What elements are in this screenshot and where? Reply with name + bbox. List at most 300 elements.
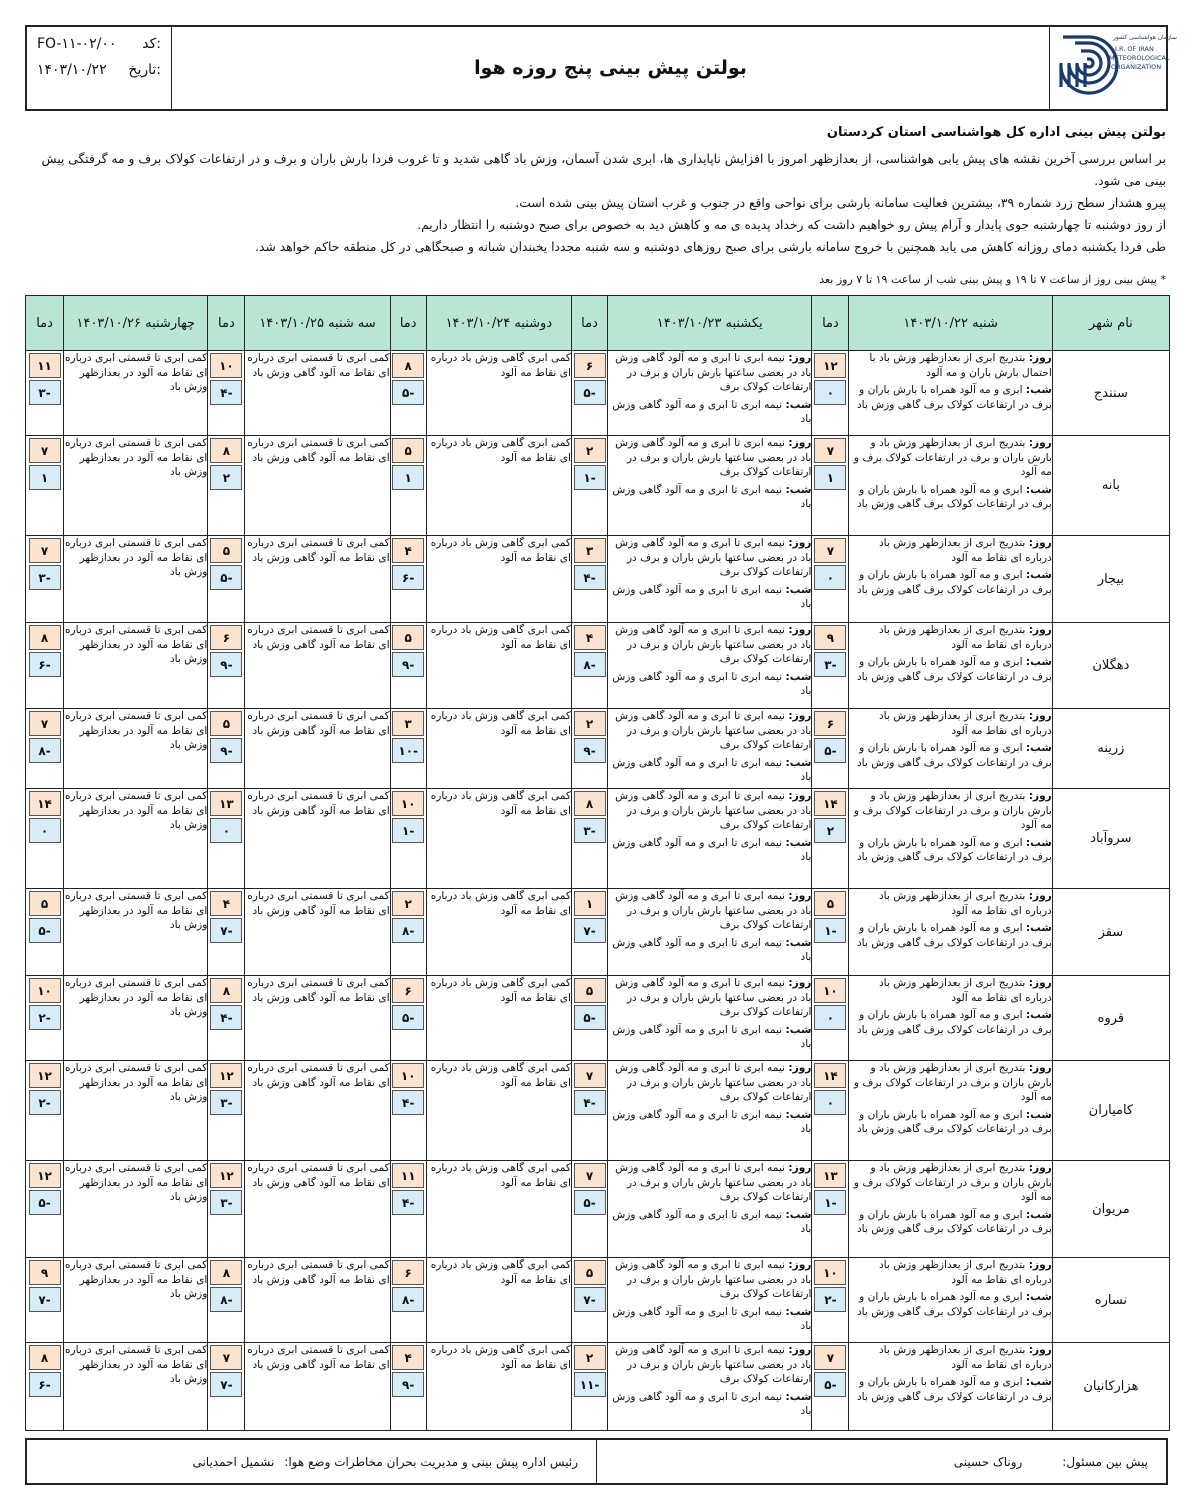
max-temperature: ۲ <box>574 438 606 463</box>
daytime-text: بتدریج ابری از بعدازظهر وزش باد و بارش باران و برف در ارتفاعات کولاک برف و مه آلود <box>853 437 1052 478</box>
logo-org-fa: سازمان هواشناسی کشور <box>1113 34 1177 41</box>
day-forecast-cell <box>849 623 1052 709</box>
day-forecast-cell: کمی ابری تا قسمتی ابری درباره ای نقاط مه آلود گاهی وزش باد <box>245 1343 390 1431</box>
day-column-header: یکشنبه ۱۴۰۳/۱۰/۲۳ <box>608 296 812 351</box>
max-temperature: ۶ <box>392 1260 424 1285</box>
signature-footer <box>25 1438 1168 1485</box>
max-temperature: ۶ <box>574 353 606 378</box>
daytime-forecast <box>849 789 1051 833</box>
max-temperature: ۵ <box>29 891 61 916</box>
day-forecast-cell: کمی ابری تا قسمتی ابری درباره ای نقاط مه آلود در بعدازظهر وزش باد <box>64 889 208 976</box>
temp-column-header: دما <box>571 296 607 351</box>
city-name: بانه <box>1052 436 1169 536</box>
daytime-text: نیمه ابری تا ابری و مه آلود گاهی وزش باد در بعضی ساعتها بارش باران و برف در ارتفاعات کولاک برف <box>615 890 812 931</box>
nighttime-forecast <box>608 398 811 427</box>
nighttime-text: نیمه ابری تا ابری و مه آلود گاهی وزش باد <box>612 398 812 425</box>
day-forecast-cell: کمی ابری تا قسمتی ابری درباره ای نقاط مه آلود در بعدازظهر وزش باد <box>64 789 208 889</box>
nighttime-forecast <box>849 836 1051 865</box>
temperature-cell <box>26 623 64 709</box>
min-temperature: ۰ <box>814 1005 846 1030</box>
max-temperature: ۷ <box>814 438 846 463</box>
max-temperature: ۹ <box>814 625 846 650</box>
temperature-cell <box>812 623 849 709</box>
nighttime-forecast <box>849 568 1051 597</box>
max-temperature: ۷ <box>210 1345 242 1370</box>
day-forecast-cell <box>608 709 812 789</box>
temperature-cell <box>26 436 64 536</box>
min-temperature: ۰ <box>210 818 242 843</box>
max-temperature: ۷ <box>574 1163 606 1188</box>
daytime-text: بتدریج ابری از بعدازظهر وزش باد با احتمال بارش باران و مه آلود <box>869 352 1052 379</box>
temperature-cell <box>390 1258 426 1343</box>
nighttime-text: نیمه ابری تا ابری و مه آلود گاهی وزش باد <box>612 1208 812 1235</box>
min-temperature: -۷ <box>210 1372 242 1397</box>
forecaster-name: روناک حسینی <box>953 1454 1023 1469</box>
min-temperature: -۵ <box>210 565 242 590</box>
nighttime-text: نیمه ابری تا ابری و مه آلود گاهی وزش باد <box>612 583 812 610</box>
page-title: بولتن پیش بینی پنج روزه هوا <box>474 57 747 79</box>
temperature-cell <box>390 976 426 1061</box>
daytime-forecast <box>608 1161 811 1205</box>
min-temperature: -۲ <box>814 1287 846 1312</box>
min-temperature: -۵ <box>814 1372 846 1397</box>
max-temperature: ۱۴ <box>814 791 846 816</box>
max-temperature: ۸ <box>210 1260 242 1285</box>
min-temperature: -۶ <box>29 1372 61 1397</box>
day-label: روز: <box>788 977 812 989</box>
temperature-cell <box>390 709 426 789</box>
night-label: شب: <box>1025 569 1052 581</box>
night-label: شب: <box>1025 922 1052 934</box>
city-name: سروآباد <box>1052 789 1169 889</box>
daytime-text: نیمه ابری تا ابری و مه آلود گاهی وزش باد در بعضی ساعتها بارش باران و برف در ارتفاعات کولاک برف <box>615 1162 812 1203</box>
min-temperature: -۹ <box>210 652 242 677</box>
department-head-label: رئیس اداره پیش بینی و مدیریت بحران مخاطرات وضع هوا: <box>284 1454 578 1469</box>
min-temperature: -۵ <box>814 738 846 763</box>
temperature-cell <box>812 1258 849 1343</box>
nighttime-text: نیمه ابری تا ابری و مه آلود گاهی وزش باد <box>612 1305 812 1332</box>
day-forecast-cell: کمی ابری گاهی وزش باد درباره ای نقاط مه آلود <box>426 709 571 789</box>
temperature-cell <box>390 889 426 976</box>
day-forecast-cell: کمی ابری تا قسمتی ابری درباره ای نقاط مه آلود گاهی وزش باد <box>245 536 390 623</box>
temperature-cell <box>208 436 245 536</box>
daytime-forecast <box>849 976 1051 1005</box>
day-forecast-cell: کمی ابری تا قسمتی ابری درباره ای نقاط مه آلود در بعدازظهر وزش باد <box>64 1343 208 1431</box>
day-forecast-cell <box>849 1161 1052 1258</box>
max-temperature: ۷ <box>814 1345 846 1370</box>
day-forecast-cell <box>608 1343 812 1431</box>
max-temperature: ۷ <box>814 538 846 563</box>
day-forecast-cell <box>608 536 812 623</box>
day-forecast-cell <box>608 889 812 976</box>
min-temperature: -۴ <box>574 565 606 590</box>
spiral-logo-icon <box>1055 29 1177 107</box>
nighttime-text: نیمه ابری تا ابری و مه آلود گاهی وزش باد <box>612 1390 812 1417</box>
temperature-cell <box>812 789 849 889</box>
daytime-forecast <box>608 1061 811 1105</box>
day-forecast-cell: کمی ابری تا قسمتی ابری درباره ای نقاط مه آلود گاهی وزش باد <box>245 351 390 436</box>
nighttime-text: ابری و مه آلود همراه با بارش باران و برف در ارتفاعات کولاک برف گاهی وزش باد <box>856 569 1052 596</box>
nighttime-text: نیمه ابری تا ابری و مه آلود گاهی وزش باد <box>612 936 812 963</box>
min-temperature: -۴ <box>392 1190 424 1215</box>
daytime-text: بتدریج ابری از بعدازظهر وزش باد و بارش باران و برف در ارتفاعات کولاک برف و مه آلود <box>853 1062 1052 1103</box>
day-forecast-cell <box>849 976 1052 1061</box>
max-temperature: ۴ <box>574 625 606 650</box>
day-forecast-cell: کمی ابری گاهی وزش باد درباره ای نقاط مه آلود <box>426 1061 571 1161</box>
min-temperature: ۰ <box>814 380 846 405</box>
temperature-cell <box>390 789 426 889</box>
day-column-header: چهارشنبه ۱۴۰۳/۱۰/۲۶ <box>64 296 208 351</box>
min-temperature: ۲ <box>814 818 846 843</box>
city-name: قروه <box>1052 976 1169 1061</box>
department-head-name: نشمیل احمدیانی <box>192 1454 275 1469</box>
intro-paragraph-2: پیرو هشدار سطح زرد شماره ۳۹، بیشترین فعالیت سامانه بارشی برای نواحی واقع در جنوب و غرب استان پیش بینی شده است. <box>515 196 1166 210</box>
min-temperature: -۶ <box>392 565 424 590</box>
nighttime-forecast <box>849 655 1051 684</box>
night-label: شب: <box>1025 742 1052 754</box>
max-temperature: ۱۱ <box>29 353 61 378</box>
temperature-cell <box>812 1161 849 1258</box>
max-temperature: ۱۰ <box>814 978 846 1003</box>
min-temperature: -۱ <box>814 918 846 943</box>
intro-section <box>30 122 1166 258</box>
min-temperature: -۹ <box>210 738 242 763</box>
temperature-cell <box>208 889 245 976</box>
day-forecast-cell: کمی ابری گاهی وزش باد درباره ای نقاط مه آلود <box>426 789 571 889</box>
max-temperature: ۵ <box>392 625 424 650</box>
nighttime-forecast <box>608 1305 811 1334</box>
min-temperature: -۳ <box>210 1090 242 1115</box>
table-row <box>26 436 1170 536</box>
temperature-cell <box>812 889 849 976</box>
min-temperature: -۳ <box>29 565 61 590</box>
daytime-text: نیمه ابری تا ابری و مه آلود گاهی وزش باد در بعضی ساعتها بارش باران و برف در ارتفاعات کولاک برف <box>615 624 812 665</box>
day-forecast-cell <box>608 976 812 1061</box>
min-temperature: -۵ <box>29 1190 61 1215</box>
daytime-forecast <box>608 536 811 580</box>
daytime-forecast <box>608 623 811 667</box>
max-temperature: ۱۲ <box>210 1163 242 1188</box>
max-temperature: ۴ <box>392 1345 424 1370</box>
day-forecast-cell: کمی ابری تا قسمتی ابری درباره ای نقاط مه آلود در بعدازظهر وزش باد <box>64 623 208 709</box>
nighttime-forecast <box>608 1108 811 1137</box>
min-temperature: -۸ <box>29 738 61 763</box>
day-forecast-cell <box>849 536 1052 623</box>
day-forecast-cell: کمی ابری تا قسمتی ابری درباره ای نقاط مه آلود در بعدازظهر وزش باد <box>64 709 208 789</box>
daytime-forecast <box>608 789 811 833</box>
daytime-forecast <box>849 1161 1051 1205</box>
day-forecast-cell: کمی ابری تا قسمتی ابری درباره ای نقاط مه آلود در بعدازظهر وزش باد <box>64 976 208 1061</box>
code-value: FO-۱۱-۰۲/۰۰ <box>37 36 117 52</box>
temperature-cell <box>26 709 64 789</box>
min-temperature: -۸ <box>210 1287 242 1312</box>
min-temperature: ۰ <box>29 818 61 843</box>
daytime-forecast <box>849 709 1051 738</box>
temperature-cell <box>26 889 64 976</box>
nighttime-text: ابری و مه آلود همراه با بارش باران و برف در ارتفاعات کولاک برف گاهی وزش باد <box>856 922 1052 949</box>
day-forecast-cell <box>849 709 1052 789</box>
min-temperature: -۱ <box>392 818 424 843</box>
min-temperature: -۹ <box>392 1372 424 1397</box>
day-forecast-cell: کمی ابری تا قسمتی ابری درباره ای نقاط مه آلود در بعدازظهر وزش باد <box>64 1258 208 1343</box>
min-temperature: -۸ <box>392 1287 424 1312</box>
city-name: هزارکانیان <box>1052 1343 1169 1431</box>
day-forecast-cell: کمی ابری گاهی وزش باد درباره ای نقاط مه آلود <box>426 536 571 623</box>
day-label: روز: <box>788 890 812 902</box>
daytime-text: نیمه ابری تا ابری و مه آلود گاهی وزش باد در بعضی ساعتها بارش باران و برف در ارتفاعات کولاک برف <box>615 977 812 1018</box>
max-temperature: ۵ <box>574 1260 606 1285</box>
day-label: روز: <box>1028 352 1052 364</box>
temperature-cell <box>390 623 426 709</box>
code-label: کد: <box>142 36 161 52</box>
temperature-cell <box>26 976 64 1061</box>
day-column-header: سه شنبه ۱۴۰۳/۱۰/۲۵ <box>245 296 390 351</box>
temperature-cell <box>812 709 849 789</box>
day-label: روز: <box>1028 710 1052 722</box>
max-temperature: ۶ <box>392 978 424 1003</box>
daytime-forecast <box>849 436 1051 480</box>
min-temperature: -۷ <box>574 918 606 943</box>
max-temperature: ۶ <box>210 625 242 650</box>
nighttime-forecast <box>608 836 811 865</box>
temperature-cell <box>26 1161 64 1258</box>
min-temperature: -۲ <box>29 1005 61 1030</box>
max-temperature: ۵ <box>814 891 846 916</box>
min-temperature: -۵ <box>574 1190 606 1215</box>
daytime-text: نیمه ابری تا ابری و مه آلود گاهی وزش باد در بعضی ساعتها بارش باران و برف در ارتفاعات کولاک برف <box>615 352 812 393</box>
min-temperature: -۳ <box>210 1190 242 1215</box>
max-temperature: ۱۳ <box>210 791 242 816</box>
table-row <box>26 709 1170 789</box>
day-forecast-cell: کمی ابری گاهی وزش باد درباره ای نقاط مه آلود <box>426 436 571 536</box>
day-forecast-cell: کمی ابری تا قسمتی ابری درباره ای نقاط مه آلود گاهی وزش باد <box>245 1161 390 1258</box>
max-temperature: ۸ <box>574 791 606 816</box>
day-forecast-cell: کمی ابری تا قسمتی ابری درباره ای نقاط مه آلود گاهی وزش باد <box>245 709 390 789</box>
nighttime-text: ابری و مه آلود همراه با بارش باران و برف در ارتفاعات کولاک برف گاهی وزش باد <box>856 742 1052 769</box>
nighttime-forecast <box>608 670 811 699</box>
temperature-cell <box>208 789 245 889</box>
min-temperature: ۱ <box>814 465 846 490</box>
min-temperature: -۶ <box>29 652 61 677</box>
night-label: شب: <box>785 756 812 769</box>
daytime-text: نیمه ابری تا ابری و مه آلود گاهی وزش باد در بعضی ساعتها بارش باران و برف در ارتفاعات کولاک برف <box>615 437 812 478</box>
night-label: شب: <box>785 670 812 683</box>
max-temperature: ۹ <box>29 1260 61 1285</box>
temperature-cell <box>812 351 849 436</box>
temperature-cell <box>390 536 426 623</box>
max-temperature: ۱۳ <box>814 1163 846 1188</box>
temp-column-header: دما <box>208 296 245 351</box>
daytime-forecast <box>849 351 1051 380</box>
nighttime-text: ابری و مه آلود همراه با بارش باران و برف در ارتفاعات کولاک برف گاهی وزش باد <box>856 1009 1052 1036</box>
daytime-text: نیمه ابری تا ابری و مه آلود گاهی وزش باد در بعضی ساعتها بارش باران و برف در ارتفاعات کولاک برف <box>615 1062 812 1103</box>
temperature-cell <box>571 709 607 789</box>
city-name: دهگلان <box>1052 623 1169 709</box>
max-temperature: ۱۰ <box>210 353 242 378</box>
forecaster-block <box>597 1440 1166 1483</box>
nighttime-text: نیمه ابری تا ابری و مه آلود گاهی وزش باد <box>612 1023 812 1050</box>
max-temperature: ۱۰ <box>392 791 424 816</box>
daytime-text: نیمه ابری تا ابری و مه آلود گاهی وزش باد در بعضی ساعتها بارش باران و برف در ارتفاعات کولاک برف <box>615 537 812 578</box>
night-label: شب: <box>785 1208 812 1221</box>
organization-logo <box>1049 27 1177 109</box>
day-forecast-cell: کمی ابری تا قسمتی ابری درباره ای نقاط مه آلود گاهی وزش باد <box>245 1258 390 1343</box>
forecaster-label: پیش بین مسئول: <box>1062 1454 1148 1469</box>
daytime-forecast <box>849 1343 1051 1372</box>
max-temperature: ۴ <box>392 538 424 563</box>
nighttime-text: نیمه ابری تا ابری و مه آلود گاهی وزش باد <box>612 836 812 863</box>
night-label: شب: <box>1025 1291 1052 1303</box>
logo-org-en-1: I.R. OF IRAN <box>1115 45 1154 53</box>
daytime-text: نیمه ابری تا ابری و مه آلود گاهی وزش باد در بعضی ساعتها بارش باران و برف در ارتفاعات کولاک برف <box>615 1259 812 1300</box>
table-header-row <box>26 296 1170 351</box>
day-forecast-cell <box>608 436 812 536</box>
day-forecast-cell: کمی ابری تا قسمتی ابری درباره ای نقاط مه آلود گاهی وزش باد <box>245 789 390 889</box>
max-temperature: ۲ <box>392 891 424 916</box>
nighttime-forecast <box>608 483 811 512</box>
daytime-forecast <box>849 889 1051 918</box>
day-forecast-cell: کمی ابری گاهی وزش باد درباره ای نقاط مه آلود <box>426 1161 571 1258</box>
temperature-cell <box>571 623 607 709</box>
day-forecast-cell <box>608 1258 812 1343</box>
night-label: شب: <box>785 1108 812 1121</box>
daytime-text: نیمه ابری تا ابری و مه آلود گاهی وزش باد در بعضی ساعتها بارش باران و برف در ارتفاعات کولاک برف <box>615 710 812 751</box>
day-forecast-cell: کمی ابری تا قسمتی ابری درباره ای نقاط مه آلود در بعدازظهر وزش باد <box>64 436 208 536</box>
nighttime-forecast <box>849 1375 1051 1404</box>
temperature-cell <box>571 436 607 536</box>
daytime-text: بتدریج ابری از بعدازظهر وزش باد درباره ای نقاط مه آلود <box>878 537 1052 564</box>
day-label: روز: <box>788 710 812 722</box>
temperature-cell <box>390 351 426 436</box>
temperature-cell <box>26 1061 64 1161</box>
daytime-forecast <box>608 889 811 933</box>
nighttime-forecast <box>608 756 811 785</box>
nighttime-forecast <box>608 936 811 965</box>
bulletin-header <box>25 25 1177 111</box>
nighttime-text: نیمه ابری تا ابری و مه آلود گاهی وزش باد <box>612 670 812 697</box>
temperature-cell <box>571 351 607 436</box>
nighttime-text: نیمه ابری تا ابری و مه آلود گاهی وزش باد <box>612 483 812 510</box>
day-label: روز: <box>788 1344 812 1356</box>
min-temperature: -۱ <box>574 465 606 490</box>
night-label: شب: <box>785 836 812 849</box>
min-temperature: -۹ <box>574 738 606 763</box>
daytime-forecast <box>608 709 811 753</box>
min-temperature: -۳ <box>814 652 846 677</box>
max-temperature: ۵ <box>574 978 606 1003</box>
day-forecast-cell <box>608 351 812 436</box>
day-column-header: شنبه ۱۴۰۳/۱۰/۲۲ <box>849 296 1052 351</box>
min-temperature: -۱۱ <box>574 1372 606 1397</box>
daytime-forecast <box>849 623 1051 652</box>
temperature-cell <box>208 1161 245 1258</box>
day-label: روز: <box>788 352 812 364</box>
min-temperature: -۵ <box>29 918 61 943</box>
table-row <box>26 889 1170 976</box>
day-forecast-cell: کمی ابری تا قسمتی ابری درباره ای نقاط مه آلود در بعدازظهر وزش باد <box>64 1061 208 1161</box>
max-temperature: ۷ <box>29 711 61 736</box>
temperature-cell <box>571 1258 607 1343</box>
temp-column-header: دما <box>26 296 64 351</box>
table-row <box>26 1258 1170 1343</box>
day-label: روز: <box>788 1259 812 1271</box>
daytime-text: بتدریج ابری از بعدازظهر وزش باد درباره ای نقاط مه آلود <box>878 710 1052 737</box>
day-forecast-cell: کمی ابری گاهی وزش باد درباره ای نقاط مه آلود <box>426 1258 571 1343</box>
min-temperature: -۷ <box>574 1287 606 1312</box>
day-forecast-cell <box>849 1061 1052 1161</box>
min-temperature: -۳ <box>29 380 61 405</box>
max-temperature: ۸ <box>29 1345 61 1370</box>
day-column-header: دوشنبه ۱۴۰۳/۱۰/۲۴ <box>426 296 571 351</box>
max-temperature: ۱۲ <box>814 353 846 378</box>
temperature-cell <box>26 1258 64 1343</box>
city-name: سقز <box>1052 889 1169 976</box>
max-temperature: ۱۰ <box>392 1063 424 1088</box>
min-temperature: -۷ <box>29 1287 61 1312</box>
day-forecast-cell <box>608 1061 812 1161</box>
city-name: بیجار <box>1052 536 1169 623</box>
day-forecast-cell: کمی ابری تا قسمتی ابری درباره ای نقاط مه آلود گاهی وزش باد <box>245 889 390 976</box>
min-temperature: ۱ <box>29 465 61 490</box>
day-forecast-cell <box>608 789 812 889</box>
night-label: شب: <box>785 398 812 411</box>
daytime-forecast <box>849 536 1051 565</box>
max-temperature: ۳ <box>392 711 424 736</box>
max-temperature: ۴ <box>210 891 242 916</box>
max-temperature: ۸ <box>392 353 424 378</box>
min-temperature: -۴ <box>210 380 242 405</box>
day-forecast-cell: کمی ابری گاهی وزش باد درباره ای نقاط مه آلود <box>426 889 571 976</box>
night-label: شب: <box>1025 384 1052 396</box>
temperature-cell <box>390 1061 426 1161</box>
document-code-box <box>27 27 172 109</box>
day-label: روز: <box>1028 977 1052 989</box>
daytime-forecast <box>608 1343 811 1387</box>
night-label: شب: <box>1025 1009 1052 1021</box>
max-temperature: ۷ <box>29 438 61 463</box>
day-label: روز: <box>788 1162 812 1174</box>
day-label: روز: <box>1028 437 1052 449</box>
day-forecast-cell: کمی ابری گاهی وزش باد درباره ای نقاط مه آلود <box>426 623 571 709</box>
logo-org-en-3: ORGANIZATION <box>1111 63 1162 71</box>
min-temperature: -۱ <box>814 1190 846 1215</box>
day-forecast-cell <box>849 1258 1052 1343</box>
temperature-cell <box>571 976 607 1061</box>
temperature-cell <box>571 889 607 976</box>
daytime-forecast <box>608 976 811 1020</box>
night-label: شب: <box>1025 836 1052 849</box>
min-temperature: -۵ <box>574 380 606 405</box>
nighttime-forecast <box>849 1290 1051 1319</box>
min-temperature: -۳ <box>574 818 606 843</box>
nighttime-text: نیمه ابری تا ابری و مه آلود گاهی وزش باد <box>612 756 812 783</box>
daytime-text: نیمه ابری تا ابری و مه آلود گاهی وزش باد در بعضی ساعتها بارش باران و برف در ارتفاعات کولاک برف <box>615 1344 812 1385</box>
min-temperature: -۴ <box>392 1090 424 1115</box>
min-temperature: ۰ <box>814 1090 846 1115</box>
min-temperature: -۵ <box>392 1005 424 1030</box>
intro-heading: بولتن پیش بینی اداره کل هواشناسی استان کردستان <box>826 125 1166 140</box>
temperature-cell <box>208 709 245 789</box>
day-label: روز: <box>1028 790 1052 802</box>
date-label: تاریخ: <box>128 62 161 78</box>
max-temperature: ۸ <box>29 625 61 650</box>
nighttime-forecast <box>849 1008 1051 1037</box>
intro-paragraph-3: از روز دوشنبه تا چهارشنبه جوی پایدار و آرام پیش رو خواهیم داشت که رخداد پدیده ی مه و کاهش دید به خصوص برای صبح دوشنبه را انتظار داریم. <box>417 218 1166 232</box>
daytime-forecast <box>849 1258 1051 1287</box>
day-label: روز: <box>1028 1344 1052 1356</box>
nighttime-forecast <box>608 1208 811 1237</box>
table-row <box>26 623 1170 709</box>
